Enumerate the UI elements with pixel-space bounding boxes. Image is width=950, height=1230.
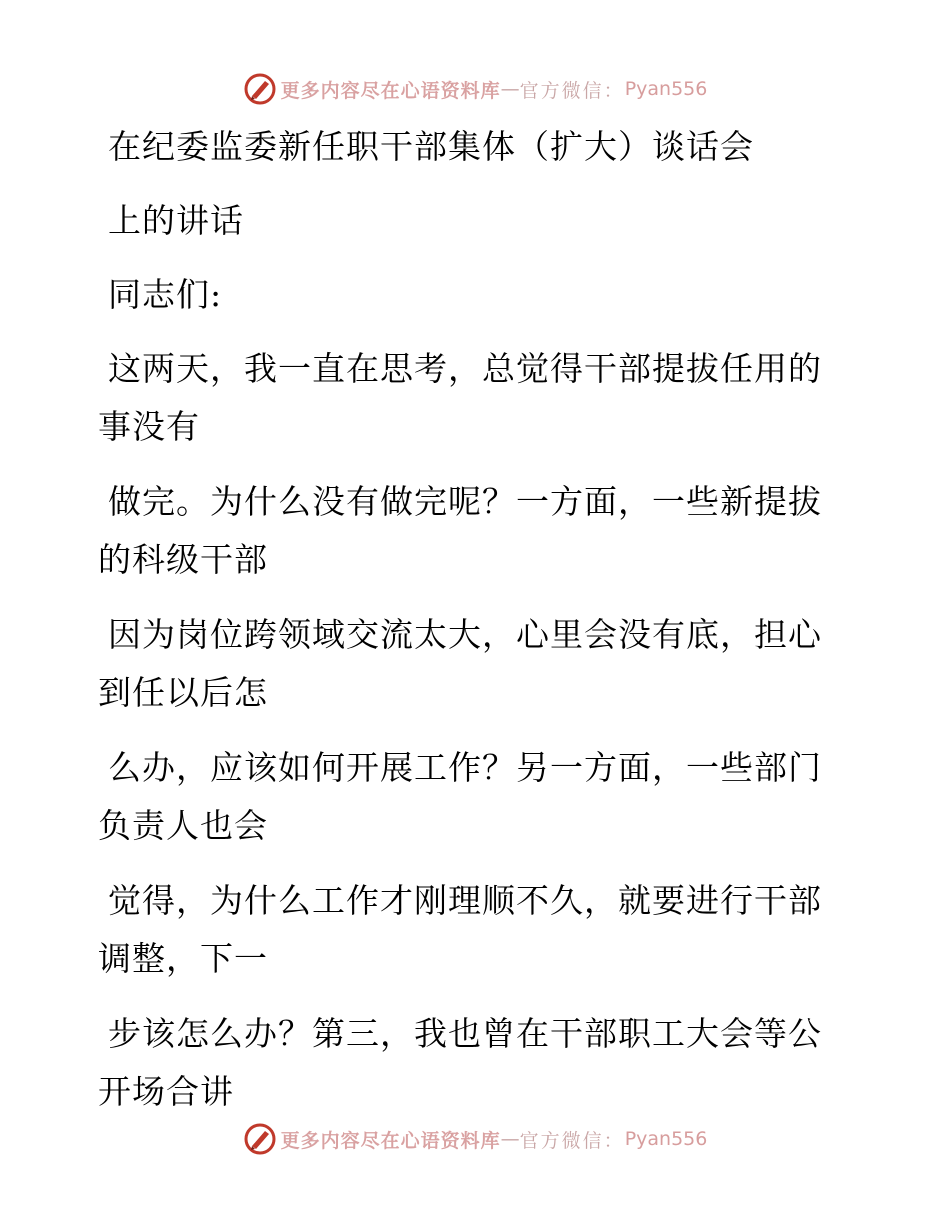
banner-dash: —	[500, 78, 520, 100]
body-line: 开场合讲	[98, 1072, 234, 1111]
body-line: 步该怎么办？第三，我也曾在干部职工大会等公	[108, 1014, 822, 1053]
title-line-1: 在纪委监委新任职干部集体（扩大）谈话会	[108, 127, 754, 166]
body-line: 这两天，我一直在思考，总觉得干部提拔任用的	[108, 349, 822, 388]
body-line: 负责人也会	[98, 806, 268, 845]
banner-wechat-id: Pyan556	[624, 1128, 708, 1150]
body-line: 的科级干部	[98, 540, 268, 579]
title-line-2: 上的讲话	[108, 201, 244, 240]
body-line: 到任以后怎	[98, 673, 268, 712]
banner-wechat-id: Pyan556	[624, 78, 708, 100]
banner-dash: —	[500, 1128, 520, 1150]
body-line: 事没有	[98, 407, 200, 446]
pen-logo-icon	[243, 1122, 277, 1156]
footer-banner	[0, 1122, 950, 1156]
salutation: 同志们:	[108, 275, 223, 314]
banner-main-text: 更多内容尽在心语资料库	[280, 1129, 501, 1152]
banner-wechat-label: 官方微信：	[519, 1129, 625, 1152]
body-line: 调整，下一	[98, 939, 268, 978]
body-line: 觉得，为什么工作才刚理顺不久，就要进行干部	[108, 881, 822, 920]
body-line: 因为岗位跨领域交流太大，心里会没有底，担心	[108, 615, 822, 654]
pen-logo-icon	[243, 72, 277, 106]
body-line: 么办，应该如何开展工作？另一方面，一些部门	[108, 748, 822, 787]
banner-wechat-label: 官方微信：	[519, 79, 625, 102]
banner-main-text: 更多内容尽在心语资料库	[280, 79, 501, 102]
header-banner	[0, 72, 950, 106]
body-line: 做完。为什么没有做完呢？一方面，一些新提拔	[108, 482, 822, 521]
